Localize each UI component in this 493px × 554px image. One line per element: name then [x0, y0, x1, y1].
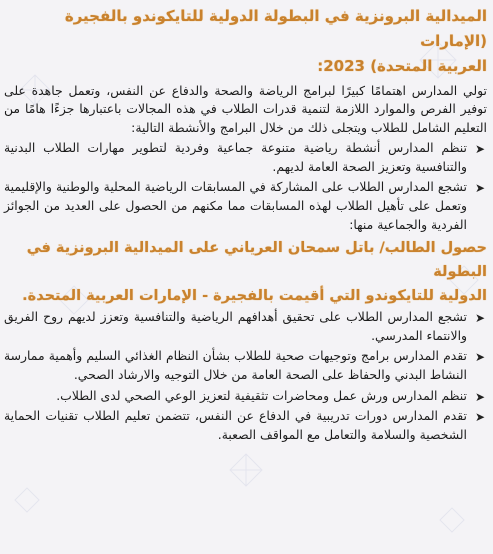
list-item: [4, 178, 487, 234]
list-item: [4, 139, 487, 176]
list-item-text: تنظم المدارس أنشطة رياضية متنوعة جماعية وفردية لتطوير مهارات الطلاب البدنية والتنافسية وتعزيز الصحة العامة لديهم.: [4, 140, 467, 174]
list-item-text: تقدم المدارس برامج وتوجيهات صحية للطلاب بشأن النظام الغذائي السليم وأهمية ممارسة النشاط البدني والحفاظ على الصحة العامة من خلال التوجيه والارشاد الصحي.: [4, 348, 467, 382]
arrowhead-bullet-icon: ➤: [474, 311, 485, 326]
list-item-text: تنظم المدارس ورش عمل ومحاضرات تثقيفية لتعزيز الوعي الصحي لدى الطلاب.: [56, 387, 467, 403]
document-page: [4, 4, 487, 554]
activities-list: [4, 139, 487, 234]
list-item-text: تشجع المدارس الطلاب على تحقيق أهدافهم الرياضية والتنافسية وتعزز لديهم روح الفريق والانتماء المدرسي.: [4, 309, 467, 343]
intro-paragraph: تولي المدارس اهتمامًا كبيرًا لبرامج الرياضة والصحة والدفاع عن النفس، وتعمل جاهدة على توفير الفرص والموارد اللازمة لتنمية قدرات الطلاب في هذه المجالات باعتبارها جزءًا هامًا من التعليم الشامل للطلاب ويتجلى ذلك من خلال البرامج والأنشطة التالية:: [4, 83, 487, 135]
arrowhead-bullet-icon: ➤: [474, 410, 485, 425]
list-item-text: تقدم المدارس دورات تدريبية في الدفاع عن النفس، تتضمن تعليم الطلاب تقنيات الحماية الشخصية والسلامة والتعامل مع المواقف الصعبة.: [4, 408, 467, 442]
heading-line: الميدالية البرونزية في البطولة الدولية للتايكوندو بالفجيرة (الإمارات: [64, 7, 487, 50]
programs-list: [4, 308, 487, 444]
list-item: [4, 308, 487, 345]
list-item: [4, 347, 487, 384]
heading-line: العربية المتحدة) 2023:: [317, 57, 487, 75]
arrowhead-bullet-icon: ➤: [474, 142, 485, 157]
heading-line: حصول الطالب/ باتل سمحان العرياني على الميدالية البرونزية في البطولة: [26, 240, 487, 281]
section-heading-student-award: [4, 236, 487, 308]
section-heading-bronze-medal: [4, 4, 487, 79]
list-item-text: تشجع المدارس الطلاب على المشاركة في المسابقات الرياضية المحلية والوطنية والإقليمية وتعمل على تأهيل الطلاب لهذه المسابقات مما مكنهم من الحصول على العديد من الجوائز الفردية والجماعية منها:: [4, 179, 467, 232]
list-item: [4, 387, 487, 406]
heading-line: الدولية للتايكوندو التي أقيمت بالفجيرة - الإمارات العربية المتحدة.: [22, 288, 487, 305]
arrowhead-bullet-icon: ➤: [474, 350, 485, 365]
list-item: [4, 407, 487, 444]
arrowhead-bullet-icon: ➤: [474, 389, 485, 404]
arrowhead-bullet-icon: ➤: [474, 181, 485, 196]
